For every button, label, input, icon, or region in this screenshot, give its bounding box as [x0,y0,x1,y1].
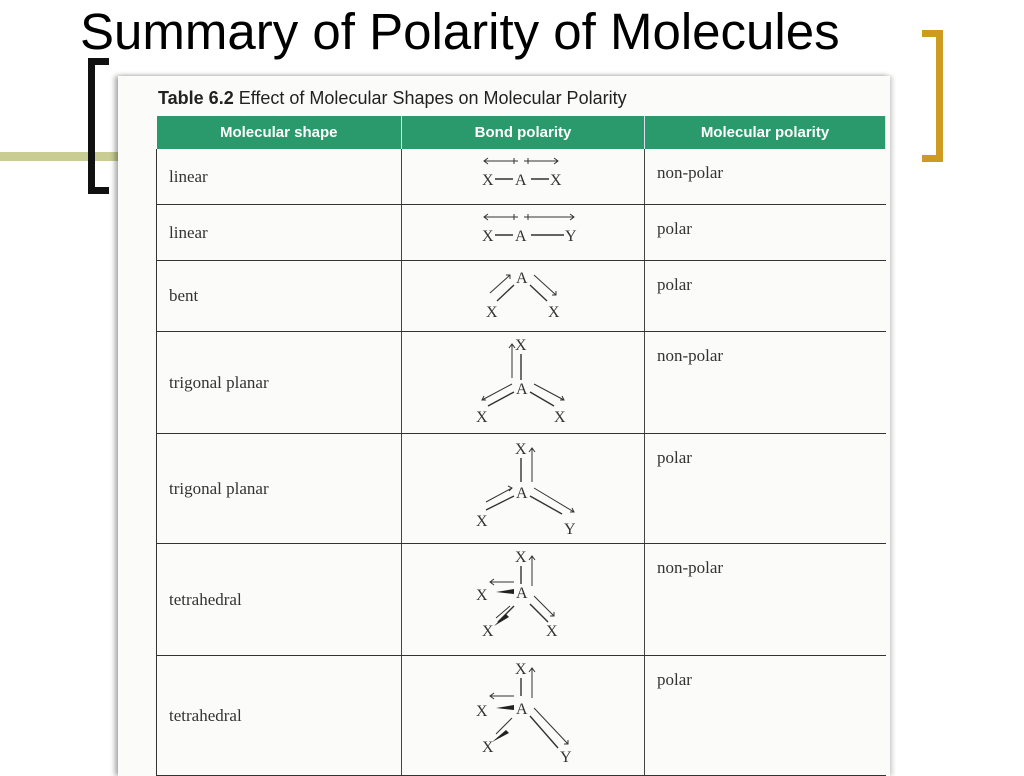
svg-text:Y: Y [565,228,577,245]
shape-cell: tetrahedral [157,656,402,776]
table-number: Table 6.2 [158,88,234,108]
svg-text:A: A [516,381,528,398]
svg-text:Y: Y [560,749,572,766]
svg-text:X: X [550,172,562,189]
table-row [157,149,886,205]
svg-text:X: X [515,337,527,354]
svg-text:X: X [476,409,488,426]
table-title: Effect of Molecular Shapes on Molecular Polarity [238,88,627,108]
svg-text:A: A [515,172,527,189]
bond-polarity-diagram [402,332,645,434]
shape-cell: tetrahedral [157,544,402,656]
shape-cell: bent [157,261,402,332]
svg-text:A: A [516,701,528,718]
table-row [157,205,886,261]
slide-title: Summary of Polarity of Molecules [80,3,840,60]
molecular-polarity-cell: non-polar [645,544,886,656]
textbook-table-image [118,76,890,776]
header-molecular-polarity: Molecular polarity [645,116,886,149]
header-molecular-shape: Molecular shape [157,116,402,149]
bond-polarity-diagram [402,149,645,205]
header-bond-polarity: Bond polarity [402,116,645,149]
svg-text:X: X [476,703,488,720]
svg-text:X: X [482,172,494,189]
molecular-polarity-cell: polar [645,205,886,261]
molecular-polarity-cell: non-polar [645,332,886,434]
svg-text:X: X [476,513,488,530]
svg-text:X: X [546,623,558,640]
svg-text:X: X [515,441,527,458]
table-row [157,261,886,332]
molecular-polarity-cell: non-polar [645,149,886,205]
bond-polarity-diagram [402,434,645,544]
molecular-polarity-cell: polar [645,656,886,776]
svg-text:X: X [515,661,527,678]
table-row [157,656,886,776]
svg-text:A: A [515,228,527,245]
shape-cell: trigonal planar [157,332,402,434]
svg-text:X: X [548,304,560,321]
svg-text:A: A [516,485,528,502]
svg-text:X: X [482,739,494,756]
bond-polarity-diagram [402,544,645,656]
right-bracket-decoration [922,30,943,162]
table-row [157,544,886,656]
left-bracket-decoration [88,58,109,194]
table-caption [158,88,627,109]
svg-text:A: A [516,270,528,287]
svg-text:Y: Y [564,521,576,538]
svg-text:X: X [515,549,527,566]
svg-text:X: X [476,587,488,604]
shape-cell: linear [157,149,402,205]
bond-polarity-diagram [402,205,645,261]
svg-text:X: X [482,228,494,245]
svg-text:X: X [486,304,498,321]
svg-text:X: X [482,623,494,640]
molecular-polarity-cell: polar [645,434,886,544]
shape-cell: trigonal planar [157,434,402,544]
table-row [157,434,886,544]
bond-polarity-diagram [402,261,645,332]
polarity-table [156,116,886,776]
molecular-polarity-cell: polar [645,261,886,332]
shape-cell: linear [157,205,402,261]
table-row [157,332,886,434]
svg-text:A: A [516,585,528,602]
bond-polarity-diagram [402,656,645,776]
svg-text:X: X [554,409,566,426]
